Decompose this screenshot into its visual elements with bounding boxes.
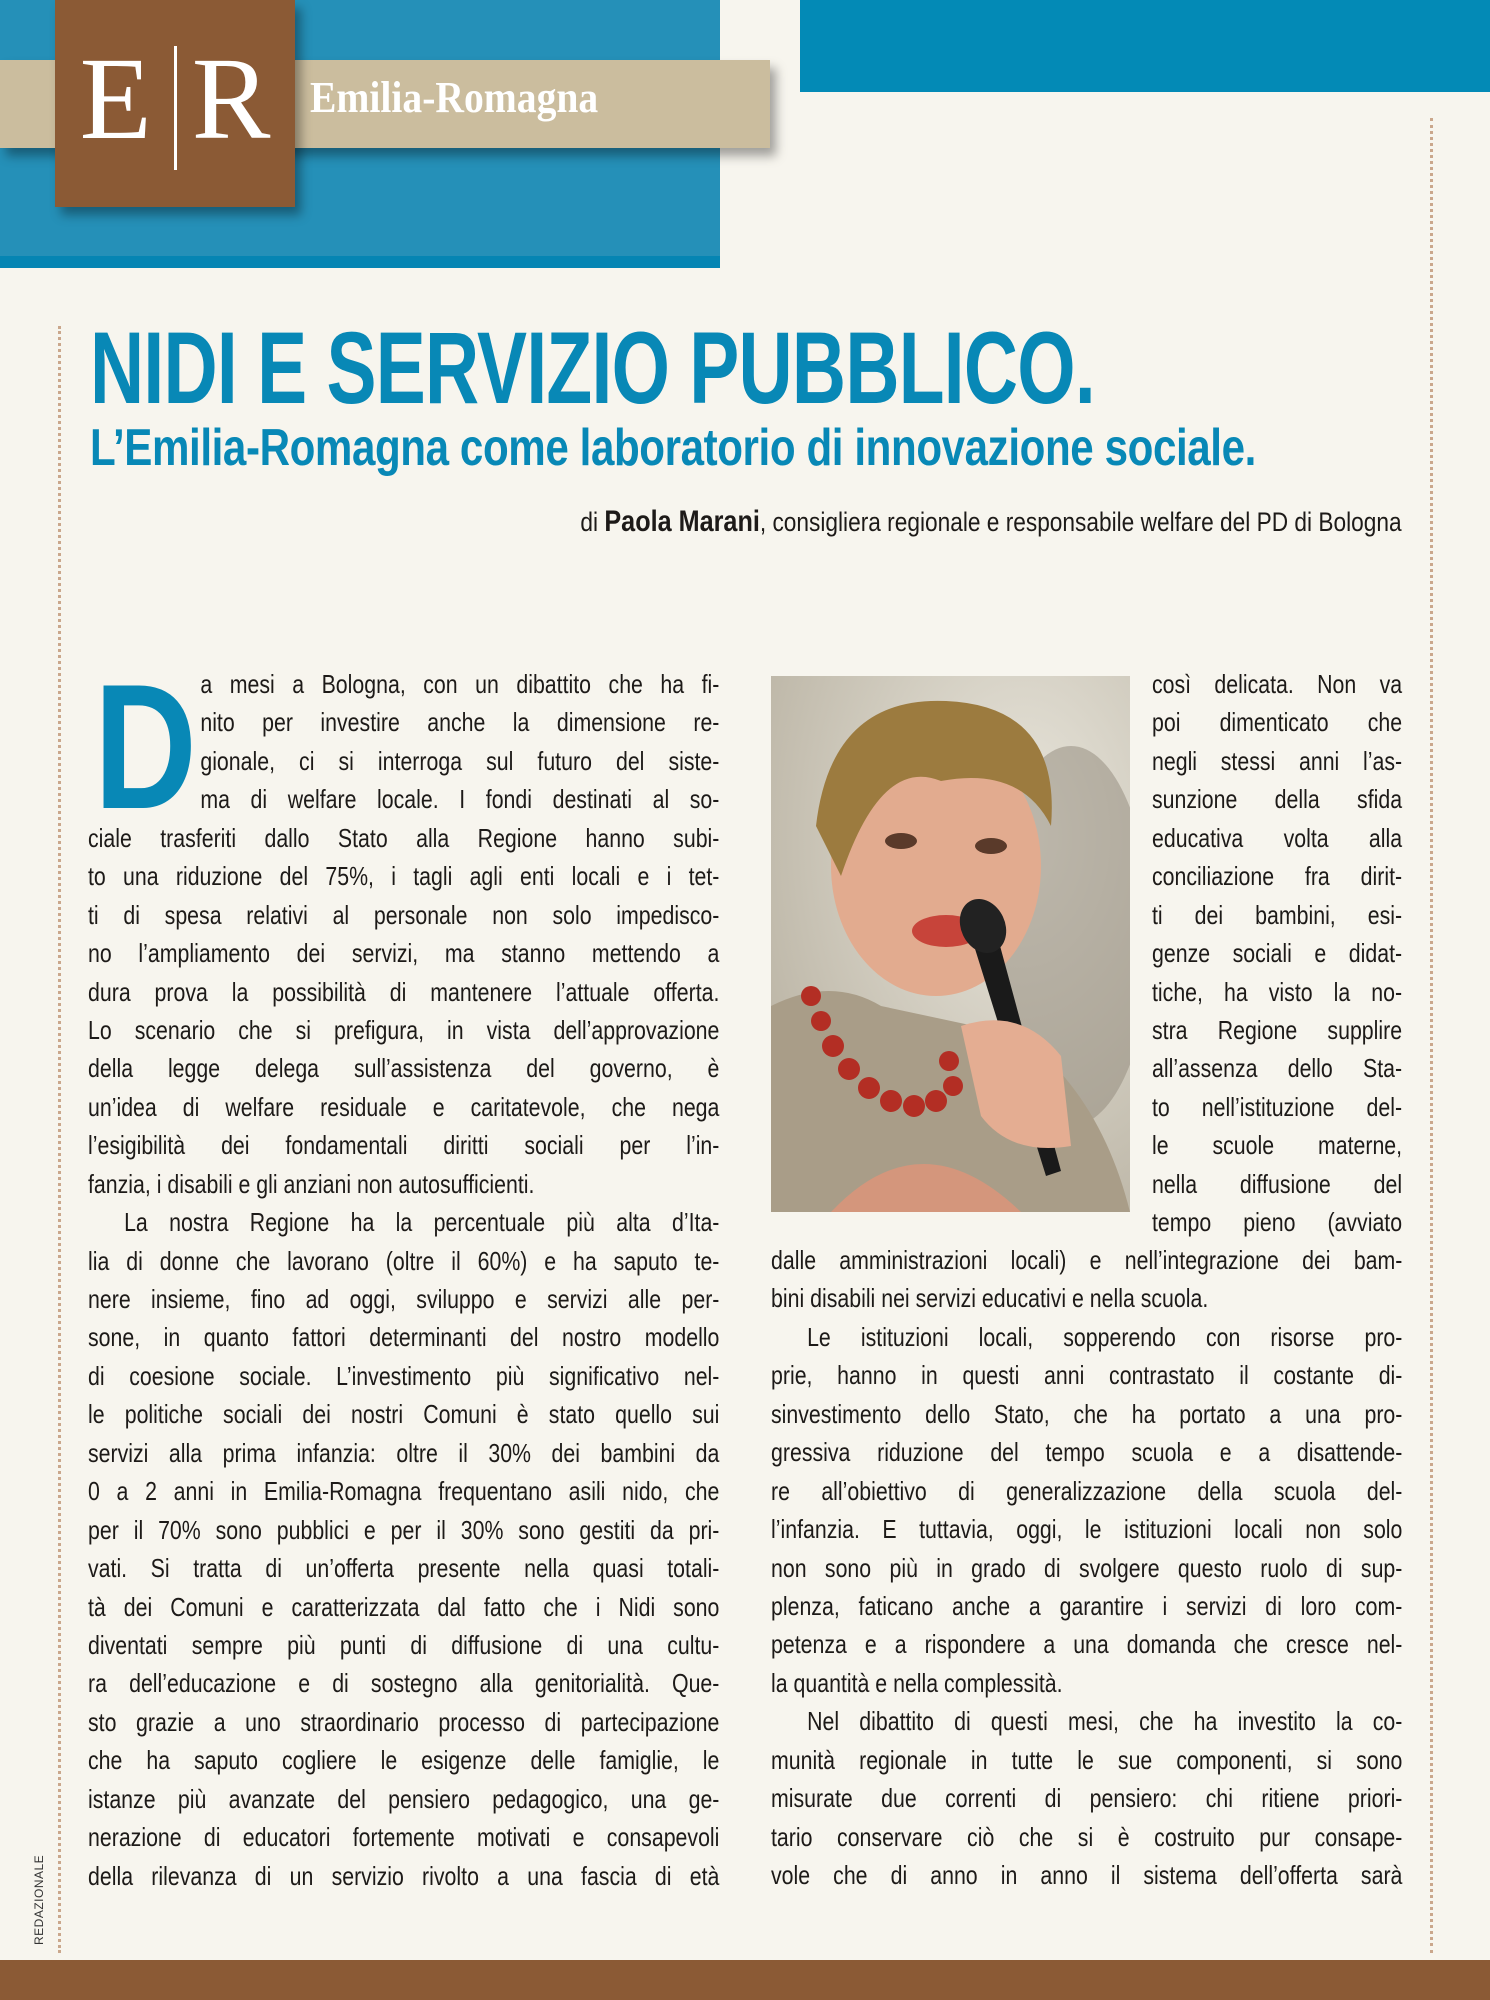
text-line: 0 a 2 anni in Emilia-Romagna frequentano asili nido, che — [88, 1476, 720, 1507]
text-line: l’esigibilità dei fondamentali diritti sociali per l’in- — [88, 1130, 720, 1161]
text-line: re all’obiettivo di generalizzazione della scuola del- — [771, 1475, 1403, 1506]
text-line: sone, in quanto fattori determinanti del nostro modello — [88, 1322, 720, 1353]
text-line: un’idea di welfare residuale e caritatevole, che nega — [88, 1091, 720, 1122]
text-line: le politiche sociali dei nostri Comuni è stato quello sui — [88, 1399, 720, 1430]
author-name: Paola Marani — [604, 505, 761, 538]
text-line: gionale, ci si interroga sul futuro del siste- — [200, 745, 720, 776]
text-line: petenza e a rispondere a una domanda che cresce nel- — [771, 1629, 1403, 1660]
text-line: Le istituzioni locali, sopperendo con risorse pro- — [807, 1321, 1403, 1352]
region-name: Emilia-Romagna — [310, 73, 599, 122]
header-band-right — [800, 0, 1490, 92]
text-line: dalle amministrazioni locali) e nell’integrazione dei bam- — [771, 1245, 1403, 1275]
text-line: nito per investire anche la dimensione re- — [200, 707, 720, 738]
text-line: sinvestimento dello Stato, che ha portato a una pro- — [771, 1398, 1403, 1429]
text-line: educativa volta alla — [1152, 822, 1403, 853]
text-line: to nell’istituzione del- — [1152, 1091, 1403, 1122]
text-line: servizi alla prima infanzia: oltre il 30% dei bambini da — [88, 1437, 720, 1468]
text-line: munità regionale in tutte le sue componenti, si sono — [771, 1744, 1403, 1775]
text-line: tiche, ha visto la no- — [1152, 976, 1403, 1007]
text-line: ti dei bambini, esi- — [1152, 899, 1403, 930]
text-line: no l’ampliamento dei servizi, ma stanno mettendo a — [88, 938, 720, 969]
text-line: dura prova la possibilità di mantenere l’attuale offerta. — [88, 976, 720, 1007]
text-line: ra dell’educazione e di sostegno alla genitorialità. Que- — [88, 1668, 720, 1699]
byline — [581, 505, 1402, 539]
logo-letter-r: R — [191, 33, 271, 164]
text-line: la quantità e nella complessità. — [771, 1667, 1063, 1698]
right-column — [771, 1241, 1402, 1894]
text-line: sunzione della sfida — [1152, 784, 1403, 815]
text-line: nerazione di educatori fortemente motivati e consapevoli — [88, 1822, 720, 1853]
text-line: tà dei Comuni e caratterizzata dal fatto che i Nidi sono — [88, 1591, 720, 1622]
text-line: istanze più avanzate del pensiero pedagogico, una ge- — [88, 1783, 720, 1814]
text-line: misurate due correnti di pensiero: chi ritiene priori- — [771, 1783, 1403, 1814]
footer-band — [0, 1960, 1490, 2000]
text-line: della rilevanza di un servizio rivolto a una fascia di età — [88, 1860, 720, 1891]
text-line: l’infanzia. E tuttavia, oggi, le istituzioni locali non solo — [771, 1514, 1403, 1545]
drop-cap: D — [94, 647, 197, 846]
text-line: fanzia, i disabili e gli anziani non autosufficienti. — [88, 1168, 535, 1199]
article-title: NIDI E SERVIZIO PUBBLICO. — [90, 311, 1095, 425]
text-line: tempo pieno (avviato — [1152, 1207, 1403, 1238]
text-line: Nel dibattito di questi mesi, che ha investito la co- — [807, 1706, 1403, 1737]
logo-letter-e: E — [79, 33, 152, 164]
text-line: La nostra Regione ha la percentuale più alta d’Ita- — [124, 1207, 720, 1238]
text-line: poi dimenticato che — [1152, 707, 1403, 738]
text-line: Lo scenario che si prefigura, in vista dell’approvazione — [88, 1014, 720, 1045]
left-column — [88, 665, 719, 1895]
text-line: negli stessi anni l’as- — [1152, 745, 1403, 776]
text-line: ciale trasferiti dallo Stato alla Regione hanno subi- — [88, 822, 720, 853]
text-line: bini disabili nei servizi educativi e nella scuola. — [771, 1283, 1209, 1314]
text-line: per il 70% sono pubblici e per il 30% sono gestiti da pri- — [88, 1514, 720, 1545]
text-line: stra Regione supplire — [1152, 1014, 1403, 1045]
author-photo — [771, 676, 1130, 1212]
text-line: gressiva riduzione del tempo scuola e a disattende- — [771, 1437, 1403, 1468]
text-line: nere insieme, fino ad oggi, sviluppo e servizi alle per- — [88, 1284, 720, 1314]
article-subtitle: L’Emilia-Romagna come laboratorio di innovazione sociale. — [90, 419, 1256, 477]
text-line: non sono più in grado di svolgere questo ruolo di sup- — [771, 1552, 1403, 1583]
text-line: all’assenza dello Sta- — [1152, 1053, 1403, 1084]
text-line: della legge delega sull’assistenza del governo, è — [88, 1053, 720, 1084]
text-line: vati. Si tratta di un’offerta presente nella quasi totali- — [88, 1553, 720, 1584]
byline-role: , consigliera regionale e responsabile welfare del PD di Bologna — [760, 507, 1402, 537]
dotted-rule-left — [58, 326, 61, 1953]
byline-prefix: di — [580, 507, 605, 537]
text-line: che ha saputo cogliere le esigenze delle famiglie, le — [88, 1745, 720, 1776]
text-line: plenza, faticano anche a garantire i servizi di loro com- — [771, 1590, 1403, 1621]
text-line: così delicata. Non va — [1152, 669, 1403, 699]
text-line: ti di spesa relativi al personale non solo impedisco- — [88, 899, 720, 930]
text-line: le scuole materne, — [1152, 1130, 1403, 1161]
portrait-image — [771, 676, 1130, 1212]
logo-divider — [174, 46, 177, 170]
text-line: prie, hanno in questi anni contrastato il costante di- — [771, 1360, 1403, 1391]
text-line: di coesione sociale. L’investimento più significativo nel- — [88, 1360, 720, 1391]
text-line: tario conservare ciò che si è costruito pur consape- — [771, 1821, 1403, 1852]
text-line: lia di donne che lavorano (oltre il 60%) e ha saputo te- — [88, 1245, 720, 1276]
text-line: diventati sempre più punti di diffusione di una cultu- — [88, 1629, 720, 1660]
header-band-stripe — [0, 256, 720, 268]
dotted-rule-right — [1430, 118, 1433, 1953]
side-label: REDAZIONALE — [32, 1854, 46, 1945]
text-line: to una riduzione del 75%, i tagli agli enti locali e i tet- — [88, 861, 720, 892]
text-line: a mesi a Bologna, con un dibattito che ha fi- — [200, 669, 720, 699]
right-column-beside-photo — [1152, 665, 1402, 1242]
text-line: sto grazie a uno straordinario processo di partecipazione — [88, 1706, 720, 1737]
text-line: genze sociali e didat- — [1152, 938, 1403, 969]
text-line: conciliazione fra dirit- — [1152, 861, 1403, 892]
text-line: vole che di anno in anno il sistema dell’offerta sarà — [771, 1860, 1403, 1890]
text-line: nella diffusione del — [1152, 1168, 1403, 1199]
text-line: ma di welfare locale. I fondi destinati al so- — [200, 784, 720, 815]
